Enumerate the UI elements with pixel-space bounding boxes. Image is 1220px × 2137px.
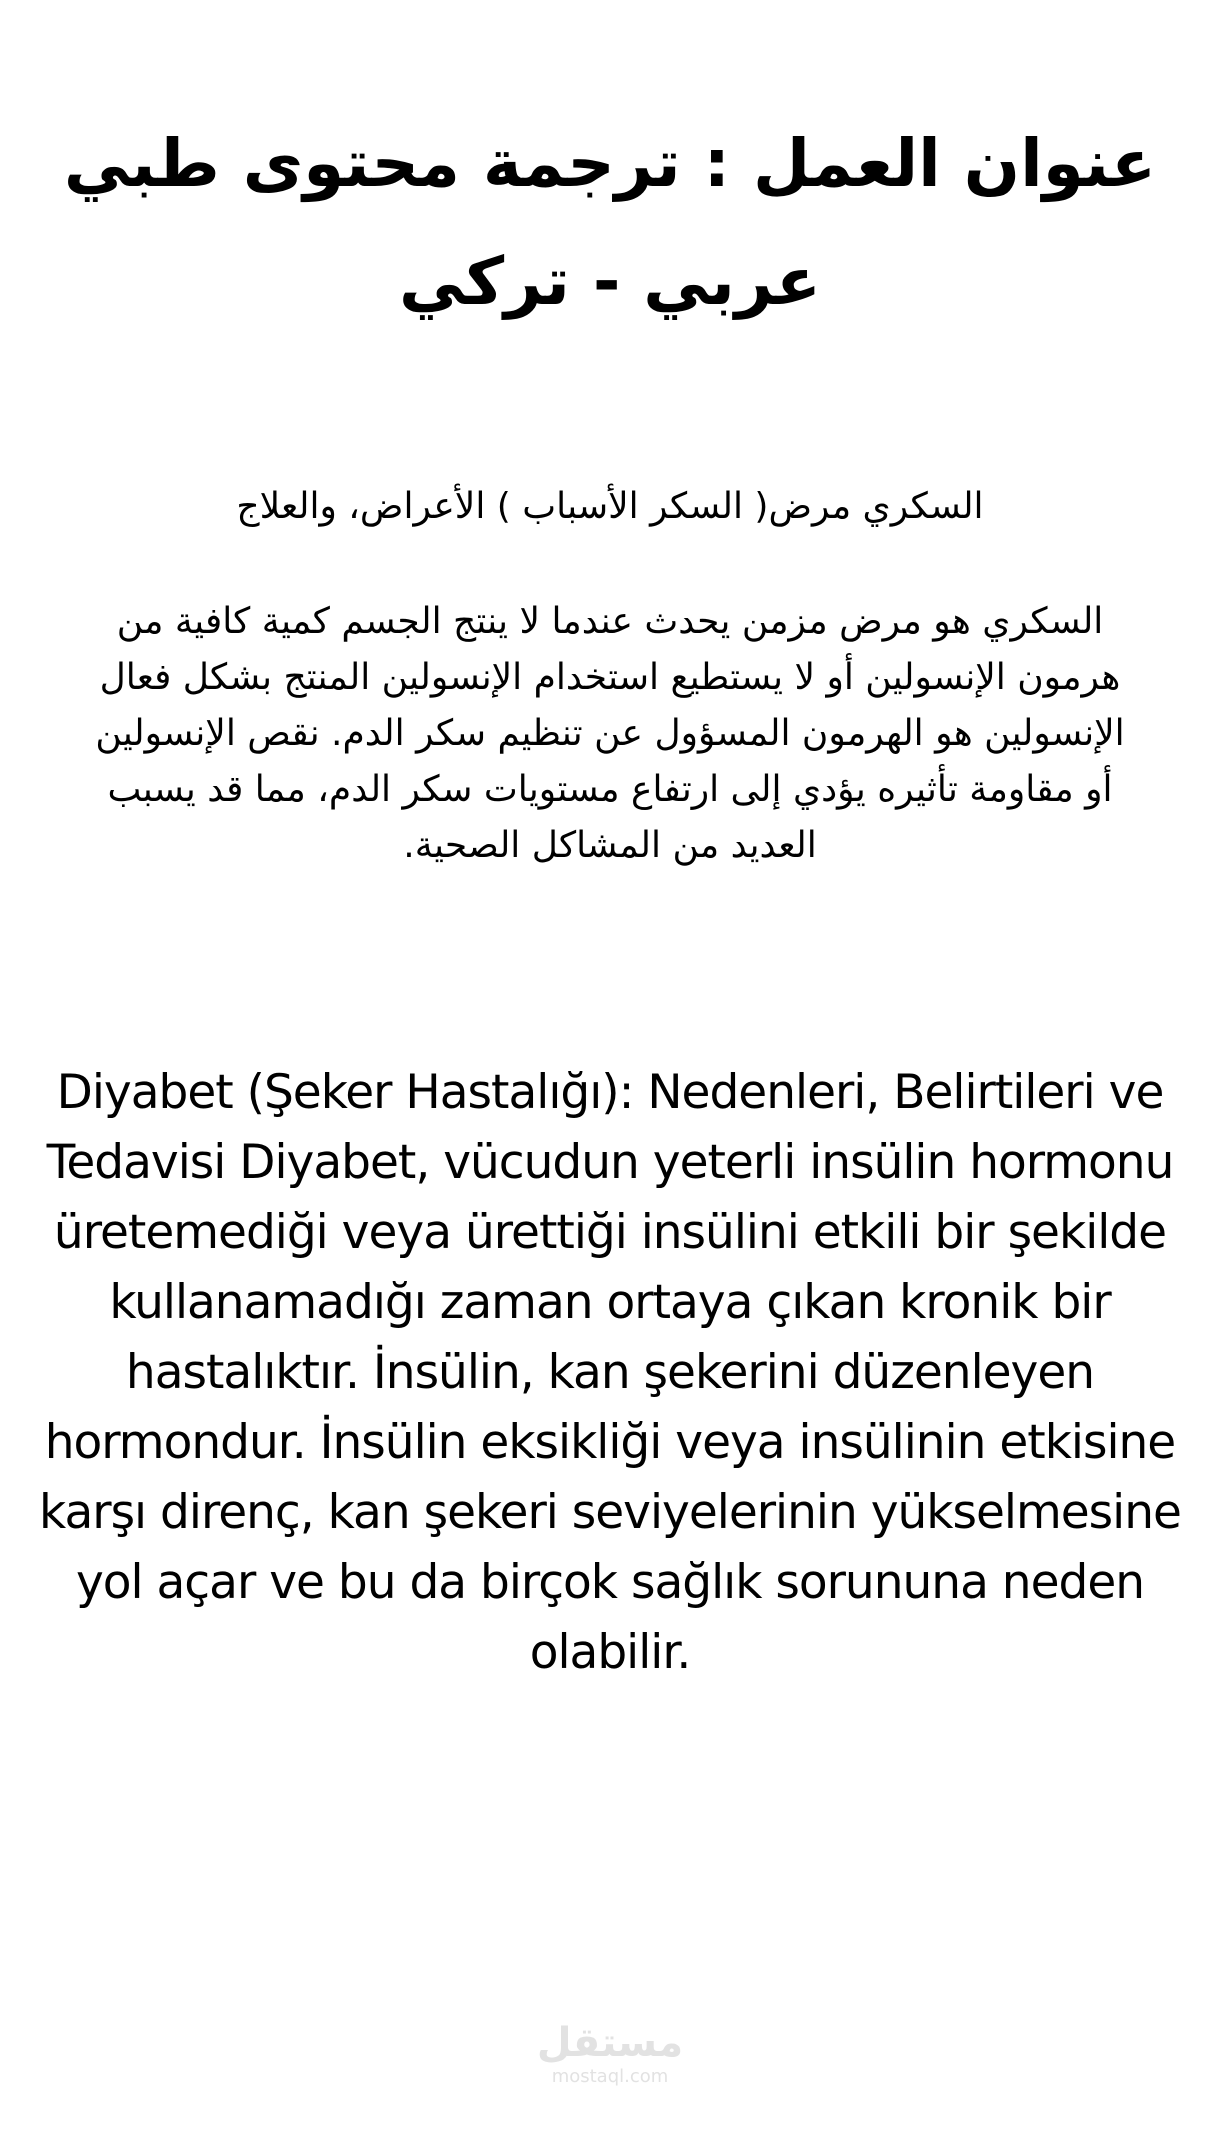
page-title: عنوان العمل : ترجمة محتوى طبي عربي - تركي (63, 125, 1157, 320)
watermark-domain: mostaql.com (551, 2066, 669, 2087)
arabic-paragraph: السكري هو مرض مزمن يحدث عندما لا ينتج الجسم كمية كافية من هرمون الإنسولين أو لا يستطيع استخدام الإنسولين المنتج بشكل فعال الإنسولين هو الهرمون المسؤول عن تنظيم سكر الدم. نقص الإنسولين أو مقاومة تأثيره يؤدي إلى ارتفاع مستويات سكر الدم، مما قد يسبب العديد من المشاكل الصحية. (95, 601, 1125, 866)
arabic-heading: السكري مرض( السكر الأسباب ) الأعراض، والعلاج (236, 486, 984, 527)
mostaql-watermark (510, 2020, 710, 2088)
turkish-paragraph: Diyabet (Şeker Hastalığı): Nedenleri, Belirtileri ve Tedavisi Diyabet, vücudun yeterli insülin hormonu üretemediği veya ürettiği insülini etkili bir şekilde kullanamadığı zaman ortaya çıkan kronik bir hastalıktır. İnsülin, kan şekerini düzenleyen hormondur. İnsülin eksikliği veya insülinin etkisine karşı direnç, kan şekeri seviyelerinin yükselmesine yol açar ve bu da birçok sağlık sorununa neden olabilir. (39, 1065, 1181, 1680)
watermark-logo-text: مستقل (536, 2020, 684, 2066)
